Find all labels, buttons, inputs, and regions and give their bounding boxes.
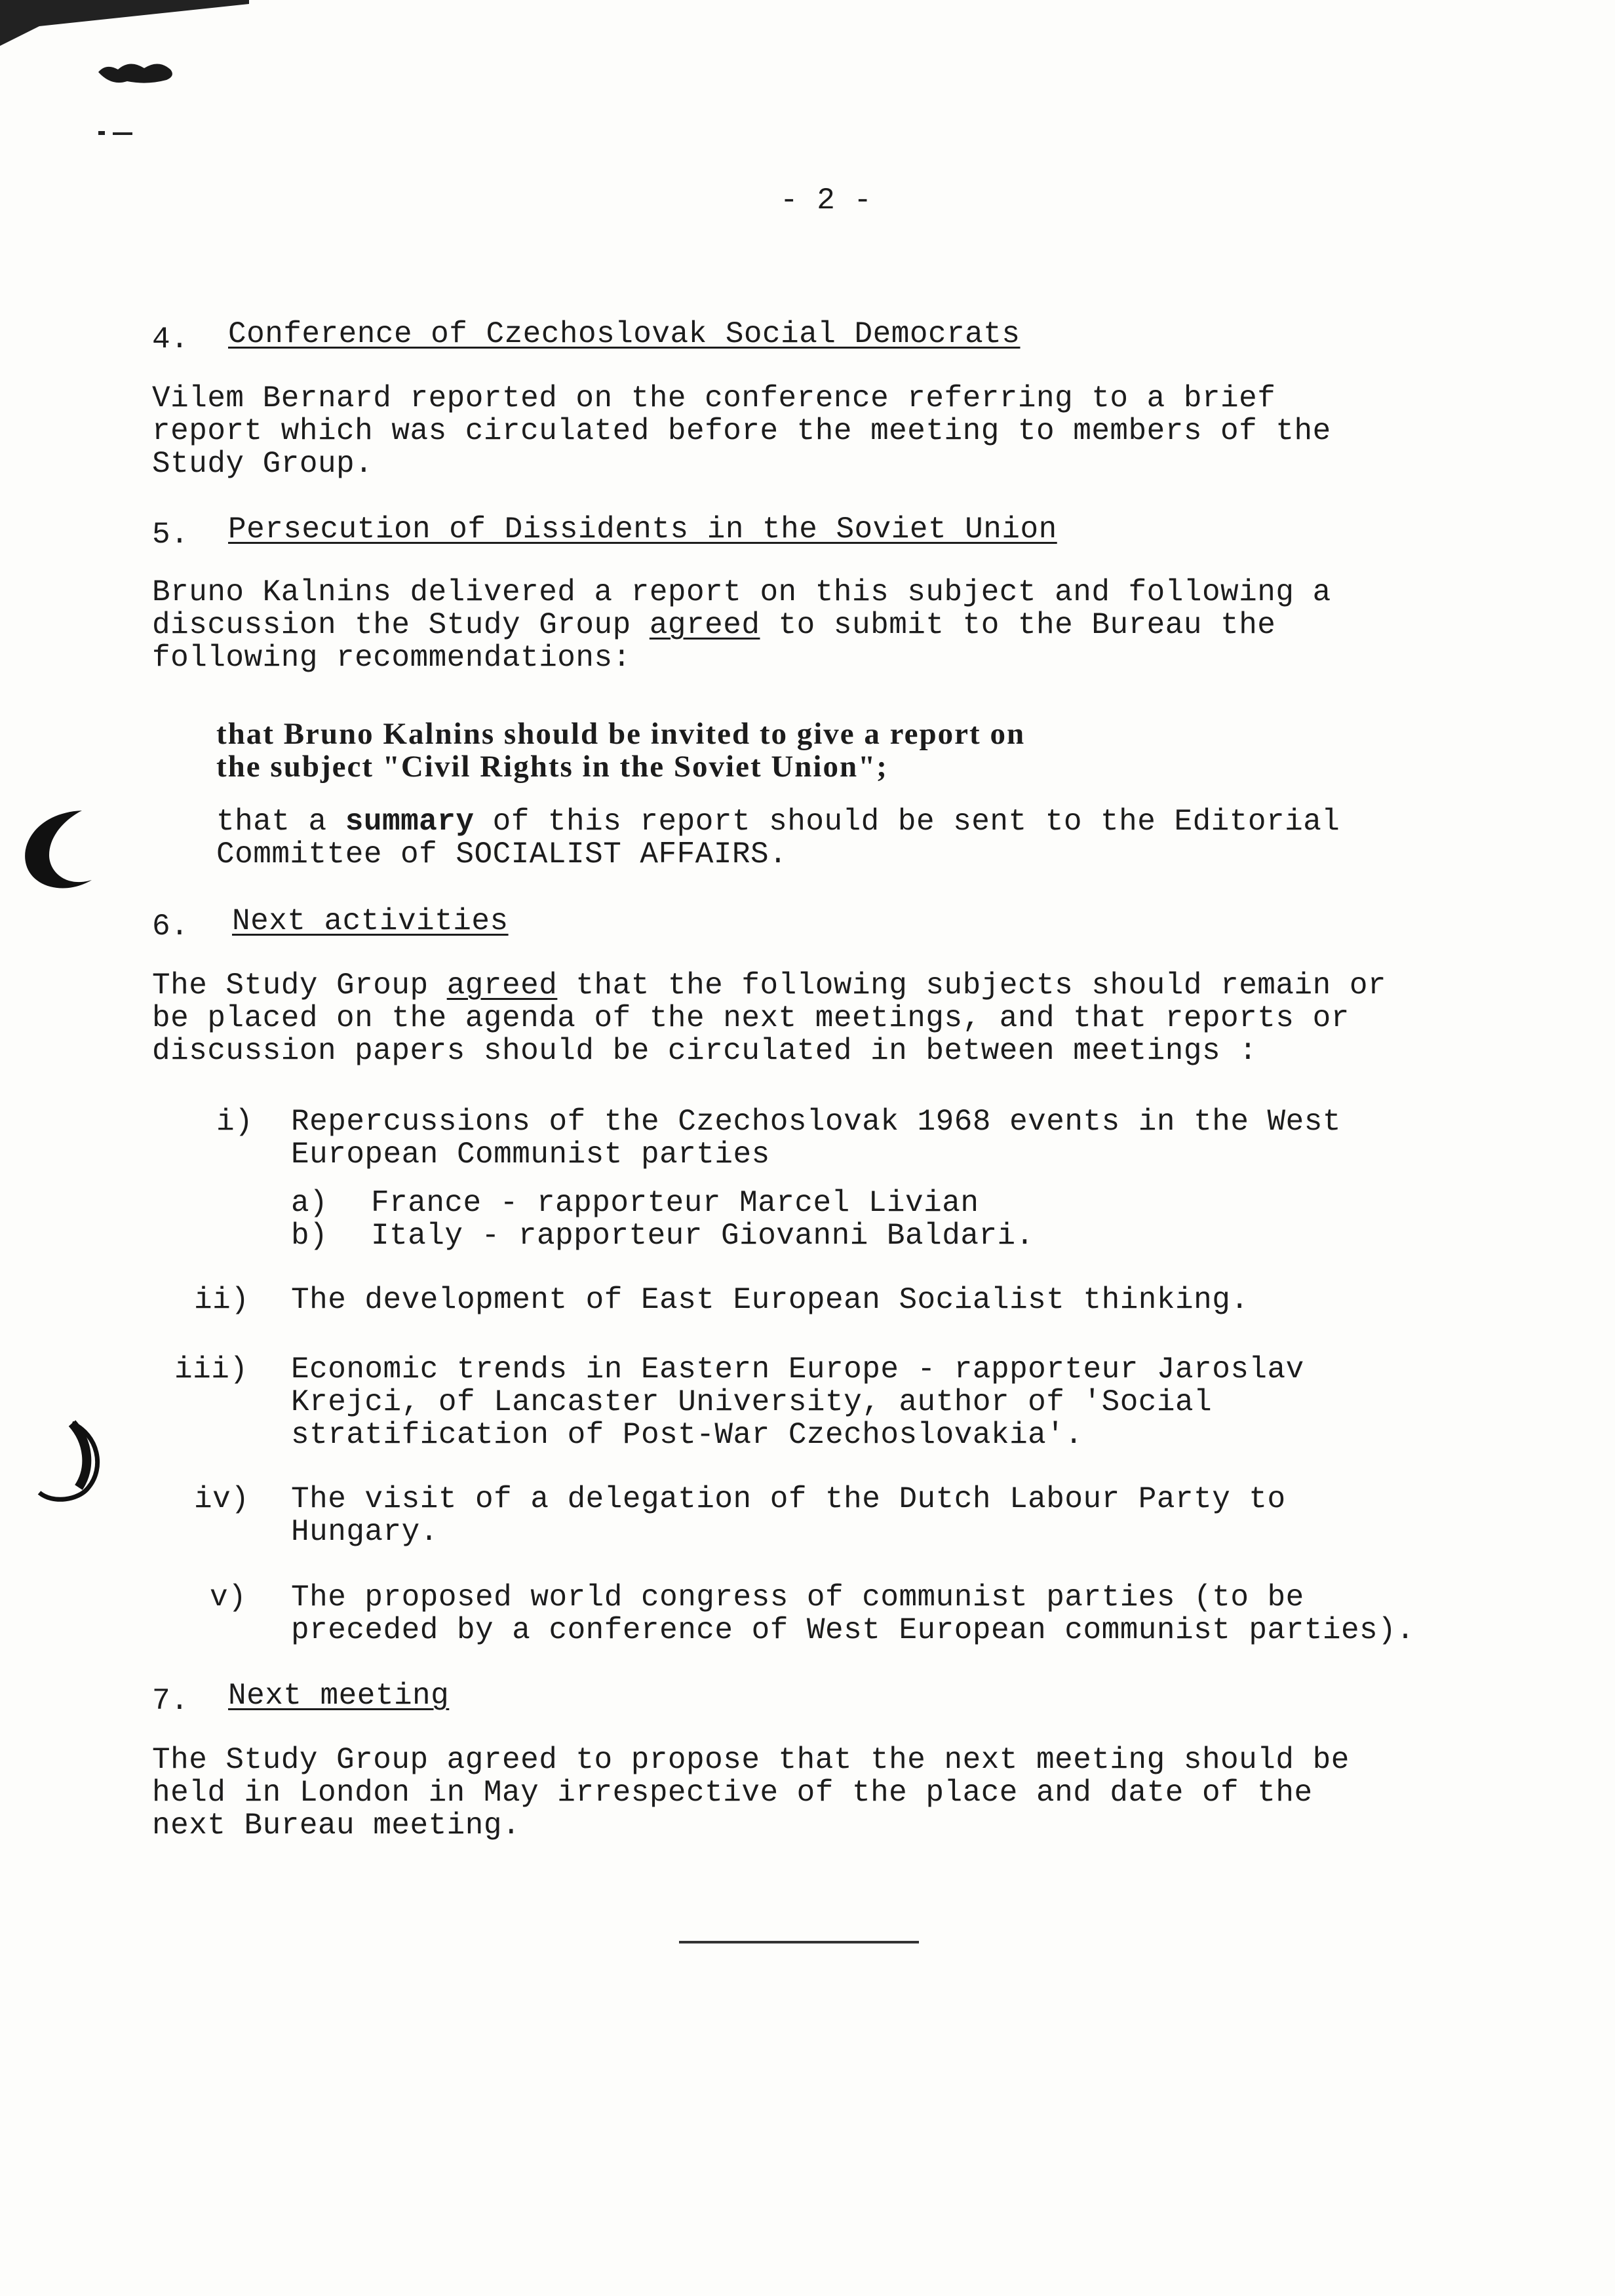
- section-4-body-line: Study Group.: [152, 447, 374, 481]
- section-7-body-line: held in London in May irrespective of the place and date of the: [152, 1776, 1313, 1810]
- section-4-number: 4.: [152, 322, 189, 356]
- scan-mark-small: [98, 128, 151, 139]
- item-iii-line: Economic trends in Eastern Europe - rapporteur Jaroslav: [291, 1352, 1304, 1387]
- closing-rule: [679, 1941, 919, 1943]
- item-v-numeral: v): [210, 1580, 247, 1615]
- sub-item-a-letter: a): [291, 1186, 328, 1220]
- section-7-heading: Next meeting: [228, 1679, 450, 1713]
- agreed-underlined: agreed: [649, 608, 760, 642]
- section-4-heading: Conference of Czechoslovak Social Democrats: [228, 317, 1021, 351]
- binder-hole-mark-lower: [26, 1415, 98, 1514]
- section-6-intro-line: [152, 968, 1386, 1003]
- section-7-body-line: next Bureau meeting.: [152, 1808, 521, 1843]
- section-5-body-text: to submit to the Bureau the: [778, 608, 1276, 642]
- item-iv-numeral: iv): [194, 1482, 250, 1516]
- item-v-line: preceded by a conference of West European communist parties).: [291, 1613, 1415, 1647]
- item-iii-line: stratification of Post-War Czechoslovakia'.: [291, 1418, 1083, 1452]
- recommendation-1-line: that Bruno Kalnins should be invited to give a report on: [216, 717, 1026, 751]
- section-5-body-text: discussion the Study Group: [152, 608, 631, 642]
- item-ii-numeral: ii): [194, 1283, 250, 1317]
- section-6-intro-text: that the following subjects should remain or: [575, 968, 1387, 1003]
- item-v-line: The proposed world congress of communist parties (to be: [291, 1580, 1304, 1615]
- section-6-number: 6.: [152, 909, 189, 944]
- item-ii-line: The development of East European Socialist thinking.: [291, 1283, 1249, 1317]
- summary-bold: summary: [345, 805, 475, 839]
- recommendation-2-text: that a: [216, 805, 327, 839]
- section-5-body-line: [152, 608, 1275, 642]
- section-6-intro-line: be placed on the agenda of the next meetings, and that reports or: [152, 1001, 1350, 1035]
- scan-corner-artifact: [0, 0, 275, 105]
- section-6-intro-line: discussion papers should be circulated in between meetings :: [152, 1034, 1258, 1068]
- section-4-body-line: report which was circulated before the meeting to members of the: [152, 414, 1331, 448]
- page-number: - 2 -: [780, 183, 872, 218]
- item-iv-line: Hungary.: [291, 1515, 438, 1549]
- section-5-body-line: Bruno Kalnins delivered a report on this subject and following a: [152, 575, 1331, 609]
- recommendation-2-text: of this report should be sent to the Editorial: [492, 805, 1340, 839]
- section-6-intro-text: The Study Group: [152, 968, 429, 1003]
- item-iii-numeral: iii): [174, 1352, 248, 1387]
- section-5-heading: Persecution of Dissidents in the Soviet Union: [228, 512, 1057, 546]
- item-i-line: European Communist parties: [291, 1138, 770, 1172]
- agreed-underlined: agreed: [446, 968, 558, 1003]
- binder-hole-mark-upper: [13, 803, 98, 901]
- recommendation-1-line: the subject "Civil Rights in the Soviet Union";: [216, 750, 888, 784]
- sub-item-b-letter: b): [291, 1219, 328, 1253]
- section-7-body-line: The Study Group agreed to propose that the next meeting should be: [152, 1743, 1350, 1777]
- item-iii-line: Krejci, of Lancaster University, author of 'Social: [291, 1385, 1213, 1419]
- section-5-number: 5.: [152, 518, 189, 552]
- section-4-body-line: Vilem Bernard reported on the conference referring to a brief: [152, 381, 1276, 415]
- sub-item-a-text: France - rapporteur Marcel Livian: [371, 1186, 979, 1220]
- item-iv-line: The visit of a delegation of the Dutch Labour Party to: [291, 1482, 1286, 1516]
- section-7-number: 7.: [152, 1684, 189, 1718]
- section-6-heading: Next activities: [232, 904, 509, 938]
- recommendation-2-line: [216, 805, 1340, 839]
- sub-item-b-text: Italy - rapporteur Giovanni Baldari.: [371, 1219, 1034, 1253]
- recommendation-2-line: Committee of SOCIALIST AFFAIRS.: [216, 837, 788, 871]
- item-i-numeral: i): [216, 1105, 254, 1139]
- item-i-line: Repercussions of the Czechoslovak 1968 events in the West: [291, 1105, 1341, 1139]
- section-5-body-line: following recommendations:: [152, 641, 631, 675]
